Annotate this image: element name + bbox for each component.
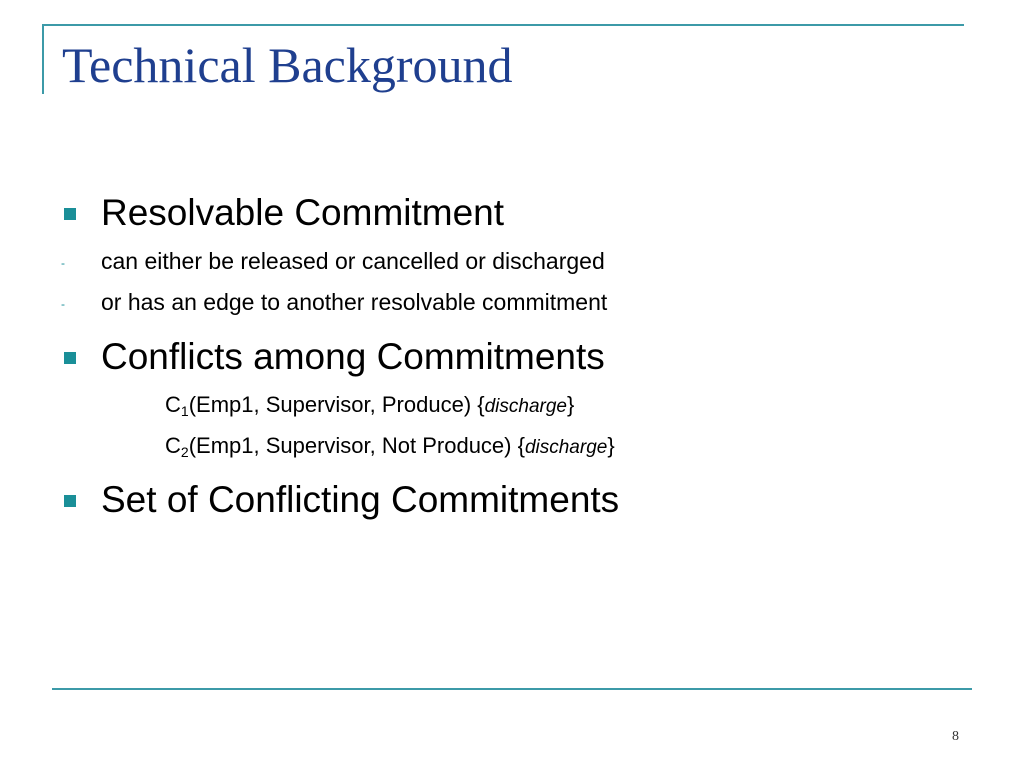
dash-bullet-icon: - — [61, 297, 65, 311]
commitment-close-brace: } — [567, 392, 575, 417]
sub-bullet-edge: or has an edge to another resolvable commitment — [101, 289, 608, 315]
commitment-close-brace: } — [607, 433, 615, 458]
commitment-args: (Emp1, Supervisor, Produce) { — [188, 392, 485, 417]
bullet-conflicts-among-commitments: Conflicts among Commitments — [101, 336, 605, 377]
bullet-resolvable-commitment: Resolvable Commitment — [101, 192, 505, 233]
footer-divider — [52, 688, 972, 690]
commitment-label: C — [165, 392, 181, 417]
page-number: 8 — [952, 729, 959, 744]
square-bullet-icon — [64, 208, 76, 220]
commitment-index: 1 — [180, 403, 189, 419]
square-bullet-icon — [64, 495, 76, 507]
dash-bullet-icon: - — [61, 256, 65, 270]
bullet-set-of-conflicting-commitments: Set of Conflicting Commitments — [101, 479, 620, 520]
commitment-operation: discharge — [524, 437, 608, 458]
commitment-operation: discharge — [484, 396, 567, 417]
commitment-args: (Emp1, Supervisor, Not Produce) { — [188, 433, 525, 458]
square-bullet-icon — [64, 352, 76, 364]
sub-bullet-released-cancelled: can either be released or cancelled or discharged — [101, 248, 605, 274]
commitment-example-c1 — [165, 392, 575, 419]
slide-title: Technical Background — [62, 37, 513, 93]
commitment-example-c2 — [165, 433, 615, 460]
commitment-index: 2 — [180, 444, 189, 460]
commitment-label: C — [165, 433, 181, 458]
